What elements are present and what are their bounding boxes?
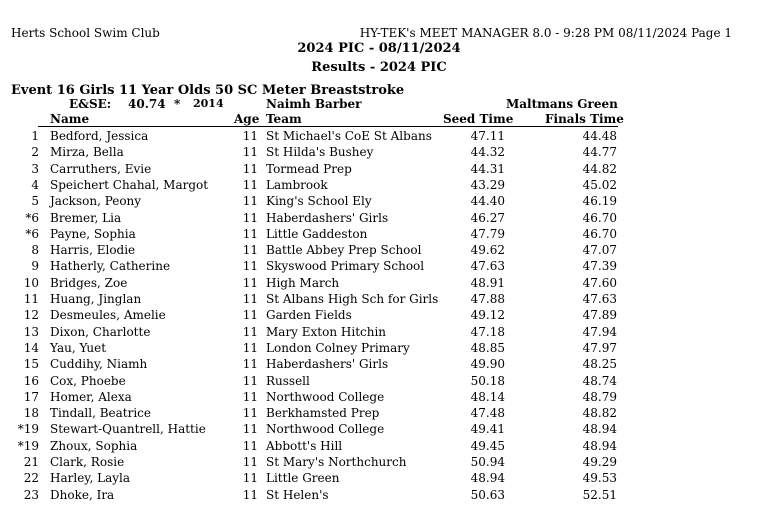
seed-time-cell: 48.91 [470,275,505,290]
age-cell: 11 [242,455,258,469]
age-cell: 11 [242,357,258,372]
team-cell: High March [266,275,340,290]
swimmer-name-cell: Tindall, Beatrice [50,406,152,421]
table-row [0,422,758,438]
table-row [0,308,758,324]
seed-time-cell: 47.63 [470,259,505,274]
table-row [0,227,758,243]
seed-time-cell: 49.12 [470,308,505,323]
team-cell: Little Gaddeston [266,226,368,241]
swimmer-name-cell: Mirza, Bella [50,145,124,160]
team-cell: Mary Exton Hitchin [266,324,387,339]
place-cell: 2 [31,145,39,160]
column-header-age: Age [234,112,260,126]
age-cell: 11 [242,422,258,437]
record-label: E&SE: [69,97,112,111]
column-header-underline [38,126,618,127]
table-row [0,455,758,471]
team-cell: Tormead Prep [266,161,352,176]
seed-time-cell: 47.48 [470,406,505,421]
age-cell: 11 [242,324,258,339]
seed-time-cell: 47.18 [470,324,505,339]
finals-time-cell: 44.77 [582,145,617,160]
team-cell: Skyswood Primary School [266,259,425,274]
seed-time-cell: 43.29 [470,177,505,192]
swimmer-name-cell: Payne, Sophia [50,226,136,241]
place-cell: 14 [23,340,39,355]
finals-time-cell: 44.82 [582,161,617,176]
seed-time-cell: 49.90 [470,357,505,372]
team-cell: Berkhamsted Prep [266,406,380,421]
age-cell: 11 [242,438,258,453]
finals-time-cell: 47.60 [582,275,617,290]
age-cell: 11 [242,226,258,241]
swimmer-name-cell: Harley, Layla [50,471,131,486]
table-row [0,341,758,357]
table-row [0,292,758,308]
seed-time-cell: 48.94 [470,471,505,486]
table-row [0,178,758,194]
swimmer-name-cell: Huang, Jinglan [50,292,142,306]
team-cell: Battle Abbey Prep School [266,243,422,258]
place-cell: *6 [25,210,39,225]
team-cell: Northwood College [266,389,385,404]
swimmer-name-cell: Hatherly, Catherine [50,259,171,274]
place-cell: 8 [31,243,39,258]
table-row [0,325,758,341]
place-cell: 15 [23,357,39,372]
place-cell: 1 [31,129,39,143]
finals-time-cell: 48.94 [582,438,617,453]
age-cell: 11 [242,373,258,388]
seed-time-cell: 50.18 [470,373,505,388]
finals-time-cell: 45.02 [582,177,617,192]
finals-time-cell: 47.63 [582,292,617,306]
seed-time-cell: 44.40 [470,194,505,209]
finals-time-cell: 44.48 [582,129,617,143]
software-header: HY-TEK's MEET MANAGER 8.0 - 9:28 PM 08/11/2024 Page 1 [359,26,732,40]
column-header-team: Team [266,112,302,126]
team-cell: Lambrook [266,177,328,192]
team-cell: St Helen's [266,487,329,502]
place-cell: 23 [23,487,39,502]
table-row [0,406,758,422]
age-cell: 11 [242,308,258,323]
place-cell: 5 [31,194,39,209]
finals-time-cell: 47.07 [582,243,617,258]
place-cell: *6 [25,226,39,241]
table-row [0,439,758,455]
swimmer-name-cell: Bremer, Lia [50,210,122,225]
finals-time-cell: 48.82 [582,406,617,421]
swimmer-name-cell: Clark, Rosie [50,455,125,469]
place-cell: 21 [23,455,39,469]
seed-time-cell: 44.31 [470,161,505,176]
seed-time-cell: 48.85 [470,340,505,355]
seed-time-cell: 47.88 [470,292,505,306]
place-cell: 17 [23,389,39,404]
team-cell: London Colney Primary [266,340,410,355]
age-cell: 11 [242,292,258,306]
finals-time-cell: 46.19 [582,194,617,209]
swimmer-name-cell: Bedford, Jessica [50,129,149,143]
age-cell: 11 [242,487,258,502]
seed-time-cell: 48.14 [470,389,505,404]
swimmer-name-cell: Dhoke, Ira [50,487,115,502]
place-cell: 11 [23,292,39,306]
record-time: 40.74 [128,97,166,111]
team-cell: Abbott's Hill [266,438,343,453]
swimmer-name-cell: Carruthers, Evie [50,161,152,176]
age-cell: 11 [242,129,258,143]
table-row [0,259,758,275]
swimmer-name-cell: Cuddihy, Niamh [50,357,148,372]
place-cell: 3 [31,161,39,176]
table-row [0,488,758,504]
table-row [0,243,758,259]
place-cell: *19 [17,422,39,437]
place-cell: 12 [23,308,39,323]
place-cell: 22 [23,471,39,486]
finals-time-cell: 47.94 [582,324,617,339]
age-cell: 11 [242,259,258,274]
age-cell: 11 [242,194,258,209]
swimmer-name-cell: Bridges, Zoe [50,275,128,290]
seed-time-cell: 46.27 [470,210,505,225]
swimmer-name-cell: Homer, Alexa [50,389,132,404]
seed-time-cell: 49.45 [470,438,505,453]
finals-time-cell: 48.25 [582,357,617,372]
team-cell: Haberdashers' Girls [266,357,389,372]
record-marker: * [174,97,181,111]
swimmer-name-cell: Dixon, Charlotte [50,324,151,339]
place-cell: 13 [23,324,39,339]
table-row [0,471,758,487]
place-cell: *19 [17,438,39,453]
swimmer-name-cell: Stewart-Quantrell, Hattie [50,422,206,437]
age-cell: 11 [242,145,258,160]
age-cell: 11 [242,389,258,404]
finals-time-cell: 49.53 [582,471,617,486]
column-header-seed-time: Seed Time [443,112,514,126]
place-cell: 4 [31,177,39,192]
age-cell: 11 [242,275,258,290]
seed-time-cell: 49.41 [470,422,505,437]
age-cell: 11 [242,340,258,355]
place-cell: 9 [31,259,39,274]
finals-time-cell: 47.39 [582,259,617,274]
team-cell: Haberdashers' Girls [266,210,389,225]
team-cell: Northwood College [266,422,385,437]
record-team: Maltmans Green [506,97,618,111]
results-subtitle: Results - 2024 PIC [311,60,447,75]
seed-time-cell: 47.11 [470,129,505,143]
event-title: Event 16 Girls 11 Year Olds 50 SC Meter Breaststroke [11,83,405,98]
finals-time-cell: 48.74 [582,373,617,388]
table-row [0,357,758,373]
team-cell: Garden Fields [266,308,352,323]
team-cell: Russell [266,373,310,388]
table-row [0,129,758,145]
swimmer-name-cell: Desmeules, Amelie [50,308,166,323]
seed-time-cell: 50.94 [470,455,505,469]
club-name: Herts School Swim Club [11,26,160,40]
column-header-finals-time: Finals Time [545,112,624,126]
record-year: 2014 [193,97,224,110]
swimmer-name-cell: Yau, Yuet [50,340,107,355]
table-row [0,194,758,210]
meet-title: 2024 PIC - 08/11/2024 [297,41,461,56]
age-cell: 11 [242,406,258,421]
swimmer-name-cell: Jackson, Peony [50,194,142,209]
seed-time-cell: 44.32 [470,145,505,160]
place-cell: 18 [23,406,39,421]
team-cell: St Albans High Sch for Girls [266,292,439,306]
table-row [0,276,758,292]
finals-time-cell: 47.89 [582,308,617,323]
place-cell: 16 [23,373,39,388]
seed-time-cell: 47.79 [470,226,505,241]
team-cell: King's School Ely [266,194,372,209]
finals-time-cell: 46.70 [582,226,617,241]
table-row [0,390,758,406]
table-row [0,162,758,178]
age-cell: 11 [242,243,258,258]
swimmer-name-cell: Harris, Elodie [50,243,136,258]
table-row [0,211,758,227]
age-cell: 11 [242,471,258,486]
table-row [0,374,758,390]
age-cell: 11 [242,210,258,225]
team-cell: St Michael's CoE St Albans [266,129,432,143]
seed-time-cell: 49.62 [470,243,505,258]
age-cell: 11 [242,161,258,176]
team-cell: St Hilda's Bushey [266,145,374,160]
swimmer-name-cell: Zhoux, Sophia [50,438,138,453]
finals-time-cell: 49.29 [582,455,617,469]
place-cell: 10 [23,275,39,290]
column-header-name: Name [50,112,90,126]
finals-time-cell: 48.79 [582,389,617,404]
age-cell: 11 [242,177,258,192]
swimmer-name-cell: Cox, Phoebe [50,373,126,388]
finals-time-cell: 52.51 [582,487,617,502]
team-cell: Little Green [266,471,340,486]
table-row [0,145,758,161]
swimmer-name-cell: Speichert Chahal, Margot [50,177,209,192]
finals-time-cell: 47.97 [582,340,617,355]
record-holder: Naimh Barber [266,97,362,111]
finals-time-cell: 46.70 [582,210,617,225]
finals-time-cell: 48.94 [582,422,617,437]
team-cell: St Mary's Northchurch [266,455,407,469]
seed-time-cell: 50.63 [470,487,505,502]
